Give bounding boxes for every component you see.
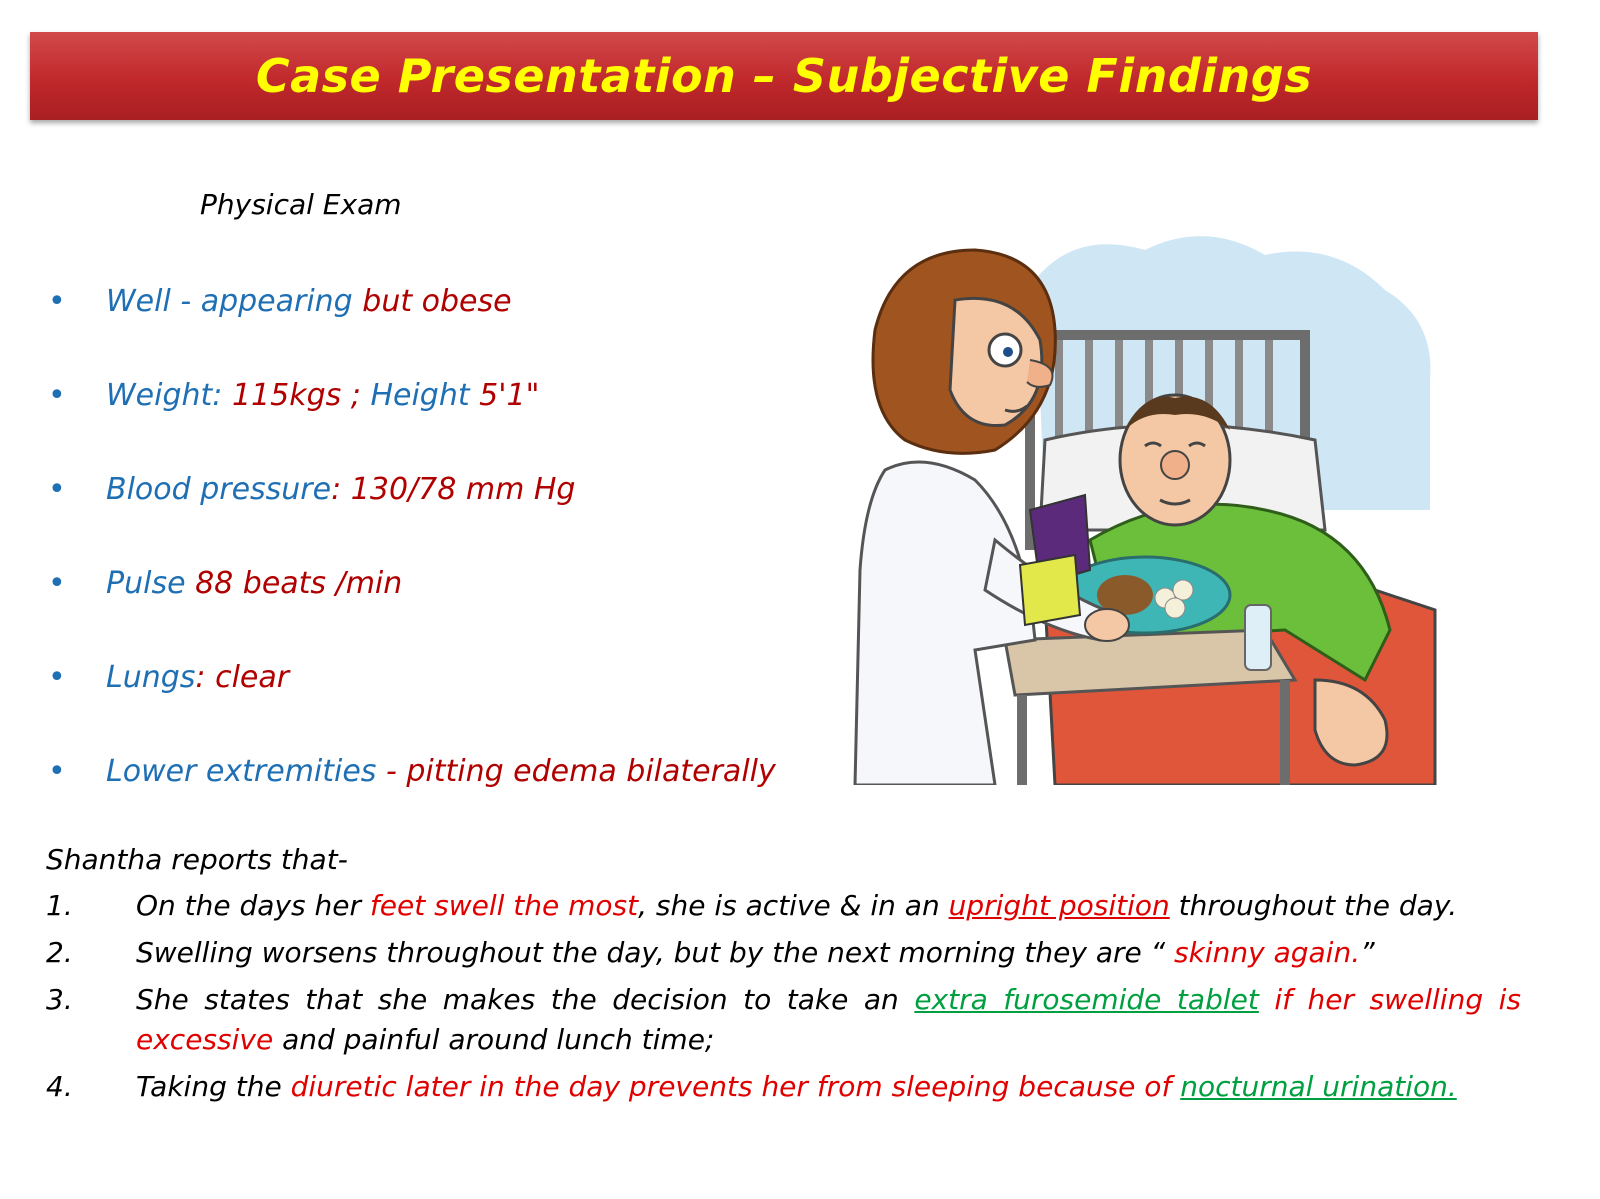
exam-label: Pulse	[106, 566, 186, 601]
exam-value: 130/78 mm Hg	[350, 472, 576, 507]
report-item-2	[46, 933, 1521, 973]
exam-value: clear	[215, 660, 290, 695]
exam-value: - pitting edema bilaterally	[376, 754, 776, 789]
physical-exam-heading: Physical Exam	[200, 188, 402, 221]
exam-label: Lungs	[106, 660, 196, 695]
report-number: 1.	[46, 889, 73, 922]
report-highlight: if her swelling is excessive	[136, 983, 1521, 1056]
bullet-icon: •	[48, 378, 66, 413]
doctor-patient-illustration	[845, 210, 1437, 785]
bullet-icon: •	[48, 284, 66, 319]
report-number: 3.	[46, 983, 73, 1016]
exam-separator: :	[331, 472, 351, 507]
report-underlined: extra furosemide tablet	[914, 983, 1259, 1016]
report-number: 2.	[46, 936, 73, 969]
exam-label: Lower extremities	[106, 754, 377, 789]
exam-value: 5'1"	[469, 378, 540, 413]
report-highlight: skinny again.	[1174, 936, 1361, 969]
slide-title: Case Presentation – Subjective Findings	[255, 49, 1313, 103]
exam-label: Blood pressure	[106, 472, 332, 507]
report-highlight: diuretic later in the day prevents her from sleeping because of	[290, 1070, 1181, 1103]
report-number: 4.	[46, 1070, 73, 1103]
report-text: throughout the day.	[1169, 889, 1458, 922]
report-item-3	[46, 980, 1521, 1060]
report-item-1	[46, 886, 1521, 926]
report-text: ”	[1360, 936, 1375, 969]
bullet-icon: •	[48, 754, 66, 789]
report-text: Taking the	[136, 1070, 291, 1103]
exam-label: Well - appearing	[106, 284, 353, 319]
report-underlined: nocturnal urination.	[1180, 1070, 1457, 1103]
patient-reports	[46, 840, 1521, 1114]
report-underlined: upright position	[948, 889, 1170, 922]
report-text: , she is active & in an	[638, 889, 949, 922]
report-item-4	[46, 1067, 1521, 1107]
report-text: Swelling worsens throughout the day, but by the next morning they are “	[136, 936, 1175, 969]
report-text: She states that she makes the decision to take an	[136, 983, 915, 1016]
exam-label: Weight	[106, 378, 213, 413]
exam-value: 115kgs ;	[231, 378, 371, 413]
title-banner	[30, 32, 1538, 120]
exam-value: 88 beats /min	[185, 566, 403, 601]
bullet-icon: •	[48, 472, 66, 507]
exam-label: Height	[370, 378, 470, 413]
reports-list	[46, 886, 1521, 1107]
exam-separator: :	[212, 378, 232, 413]
report-text: and painful around lunch time;	[273, 1023, 715, 1056]
doctor-serving-meal-icon	[845, 210, 1437, 785]
report-highlight: feet swell the most	[369, 889, 639, 922]
reports-lead: Shantha reports that-	[46, 843, 348, 876]
bullet-icon: •	[48, 566, 66, 601]
exam-value: but obese	[352, 284, 512, 319]
report-text: On the days her	[136, 889, 370, 922]
exam-separator: :	[195, 660, 216, 695]
bullet-icon: •	[48, 660, 66, 695]
